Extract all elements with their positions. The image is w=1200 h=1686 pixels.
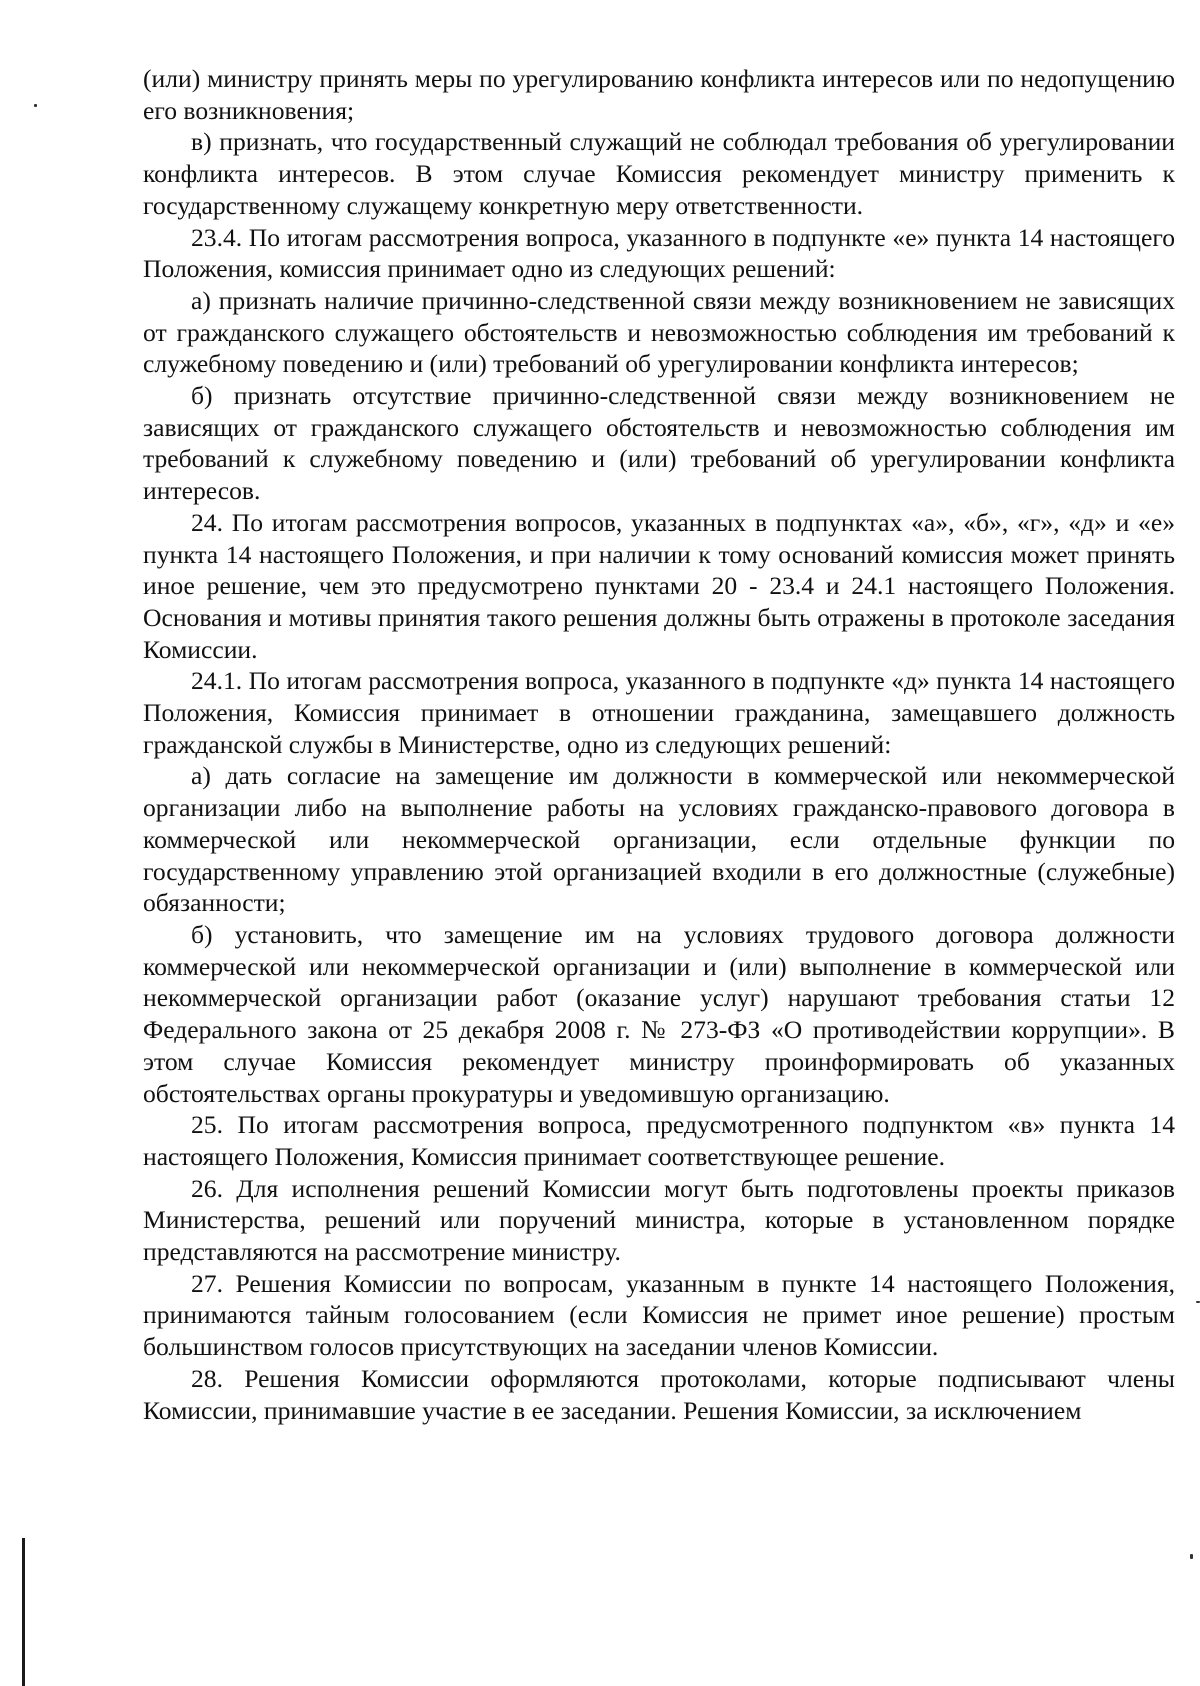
paragraph-25: 25. По итогам рассмотрения вопроса, предусмотренного подпунктом «в» пункта 14 настоящего Положения, Комиссия принимает соответствующее решение. bbox=[143, 1110, 1175, 1171]
paragraph-27: 27. Решения Комиссии по вопросам, указанным в пункте 14 настоящего Положения, принимаются тайным голосованием (если Комиссия не примет иное решение) простым большинством голосов присутствующих на заседании членов Комиссии. bbox=[143, 1268, 1175, 1362]
paragraph-24-1: 24.1. По итогам рассмотрения вопроса, указанного в подпункте «д» пункта 14 настоящего Положения, Комиссия принимает в отношении гражданина, замещавшего должность гражданской службы в Министерстве, одно из следующих решений: bbox=[143, 666, 1175, 759]
paragraph-26: 26. Для исполнения решений Комиссии могут быть подготовлены проекты приказов Министерства, решений или поручений министра, которые в установленном порядке представляются на рассмотрение министру. bbox=[143, 1173, 1175, 1267]
scan-edge-mark bbox=[22, 1538, 25, 1686]
scan-speck bbox=[1190, 1554, 1193, 1559]
paragraph-24-1-a: а) дать согласие на замещение им должности в коммерческой или некоммерческой организации либо на выполнение работы на условиях гражданско-правового договора в коммерческой или некоммерческой организации, если отдельные функции по государственному управлению этой организацией входили в его должностные (служебные) обязанности; bbox=[143, 761, 1175, 918]
scan-speck bbox=[1196, 1301, 1200, 1303]
paragraph-24-1-b: б) установить, что замещение им на условиях трудового договора должности коммерческой или некоммерческой организации и (или) выполнение в коммерческой или некоммерческой организации работ (оказание услуг) нарушают требования статьи 12 Федерального закона от 25 декабря 2008 г. № 273-ФЗ «О противодействии коррупции». В этом случае Комиссия рекомендует министру проинформировать об указанных обстоятельствах органы прокуратуры и уведомившую организацию. bbox=[143, 919, 1175, 1108]
scan-speck bbox=[34, 104, 37, 107]
paragraph-continuation: (или) министру принять меры по урегулированию конфликта интересов или по недопущению его возникновения; bbox=[143, 64, 1175, 125]
paragraph-23-4: 23.4. По итогам рассмотрения вопроса, указанного в подпункте «е» пункта 14 настоящего Положения, комиссия принимает одно из следующих решений: bbox=[143, 222, 1175, 284]
paragraph-23-3-v: в) признать, что государственный служащий не соблюдал требования об урегулировании конфликта интересов. В этом случае Комиссия рекомендует министру применить к государственному служащему конкретную меру ответственности. bbox=[143, 127, 1175, 220]
document-body bbox=[143, 63, 1175, 1426]
paragraph-28: 28. Решения Комиссии оформляются протоколами, которые подписывают члены Комиссии, принимавшие участие в ее заседании. Решения Комиссии, за исключением bbox=[143, 1363, 1175, 1425]
paragraph-23-4-a: а) признать наличие причинно-следственной связи между возникновением не зависящих от гражданского служащего обстоятельств и невозможностью соблюдения им требований к служебному поведению и (или) требований об урегулировании конфликта интересов; bbox=[143, 285, 1175, 379]
paragraph-23-4-b: б) признать отсутствие причинно-следственной связи между возникновением не зависящих от гражданского служащего обстоятельств и невозможностью соблюдения им требований к служебному поведению и (или) требований об урегулировании конфликта интересов. bbox=[143, 381, 1175, 506]
paragraph-24: 24. По итогам рассмотрения вопросов, указанных в подпунктах «а», «б», «г», «д» и «е» пункта 14 настоящего Положения, и при наличии к тому оснований комиссия может принять иное решение, чем это предусмотрено пунктами 20 - 23.4 и 24.1 настоящего Положения. Основания и мотивы принятия такого решения должны быть отражены в протоколе заседания Комиссии. bbox=[143, 507, 1175, 664]
